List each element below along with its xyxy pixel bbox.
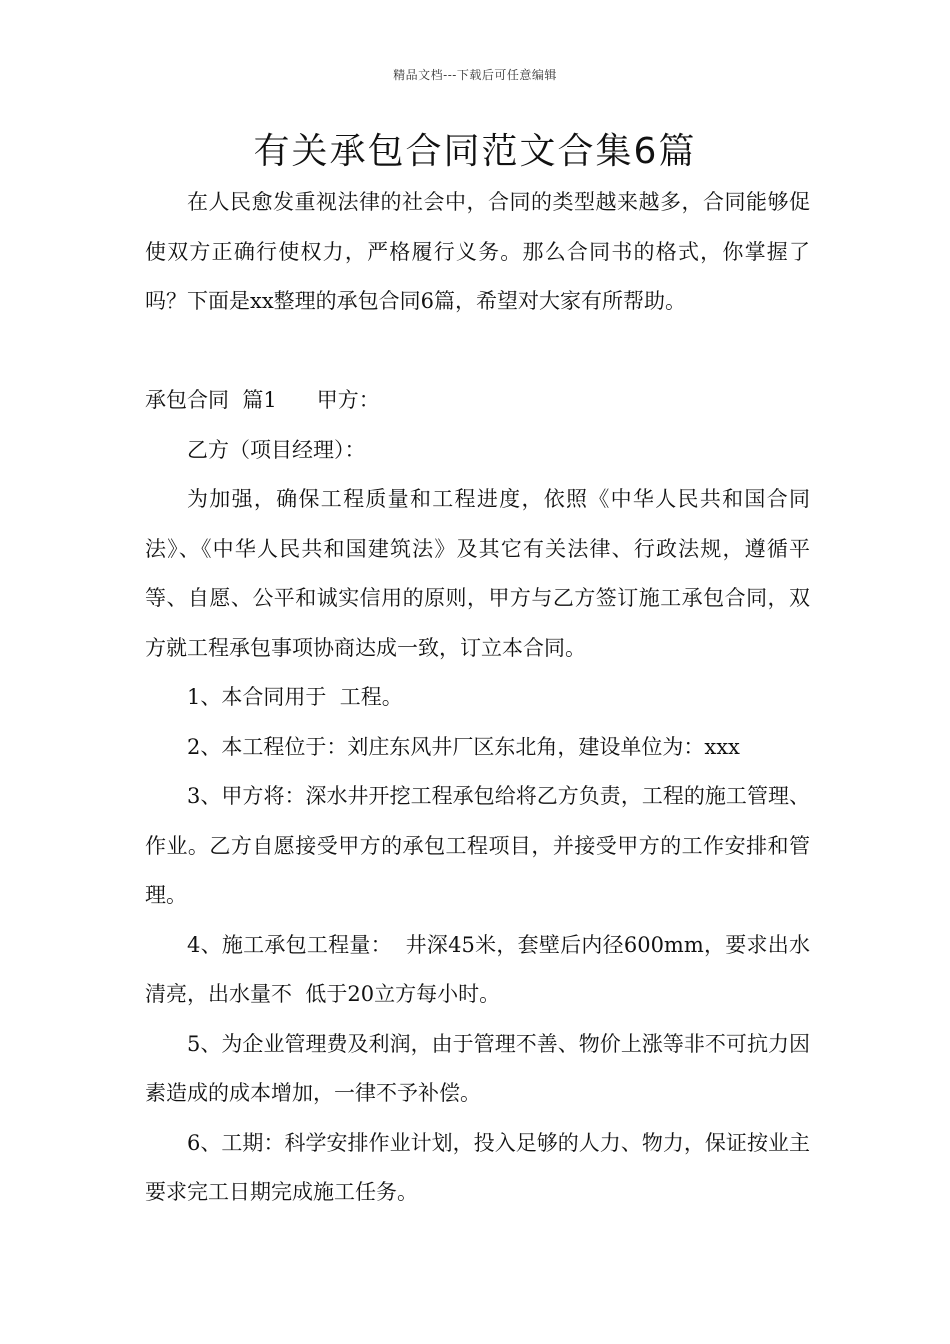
document-title: 有关承包合同范文合集6篇 xyxy=(253,131,697,172)
party-b-label: 乙方（项目经理）： xyxy=(187,437,366,462)
section-heading-line xyxy=(145,376,810,426)
paragraph-spacer xyxy=(145,327,810,377)
party-a-label: 甲方： xyxy=(316,388,380,412)
clause-item: 2、本工程位于：刘庄东风井厂区东北角，建设单位为：xxx xyxy=(187,734,740,759)
section-heading: 承包合同 篇1 xyxy=(145,388,277,412)
intro-paragraph: 在人民愈发重视法律的社会中，合同的类型越来越多，合同能够促使双方正确行使权力，严格履行义务。那么合同书的格式，你掌握了吗？下面是xx整理的承包合同6篇，希望对大家有所帮助。 xyxy=(145,190,810,313)
clause-item: 4、施工承包工程量： 井深45米，套壁后内径600mm，要求出水清亮，出水量不 低于20立方每小时。 xyxy=(145,932,810,1006)
clause-item: 3、甲方将：深水井开挖工程承包给将乙方负责，工程的施工管理、作业。乙方自愿接受甲方的承包工程项目，并接受甲方的工作安排和管理。 xyxy=(145,784,810,907)
header-note: 精品文档---下载后可任意编辑 xyxy=(393,68,557,82)
clause-item: 1、本合同用于 工程。 xyxy=(187,685,403,709)
clause-item: 6、工期：科学安排作业计划，投入足够的人力、物力，保证按业主要求完工日期完成施工任务。 xyxy=(145,1130,810,1204)
clause-item: 5、为企业管理费及利润，由于管理不善、物价上涨等非不可抗力因素造成的成本增加，一律不予补偿。 xyxy=(145,1031,810,1105)
preamble-paragraph: 为加强，确保工程质量和工程进度，依照《中华人民共和国合同法》、《中华人民共和国建筑法》及其它有关法律、行政法规，遵循平等、自愿、公平和诚实信用的原则，甲方与乙方签订施工承包合同，双方就工程承包事项协商达成一致，订立本合同。 xyxy=(145,487,810,660)
document-body xyxy=(145,178,810,1218)
